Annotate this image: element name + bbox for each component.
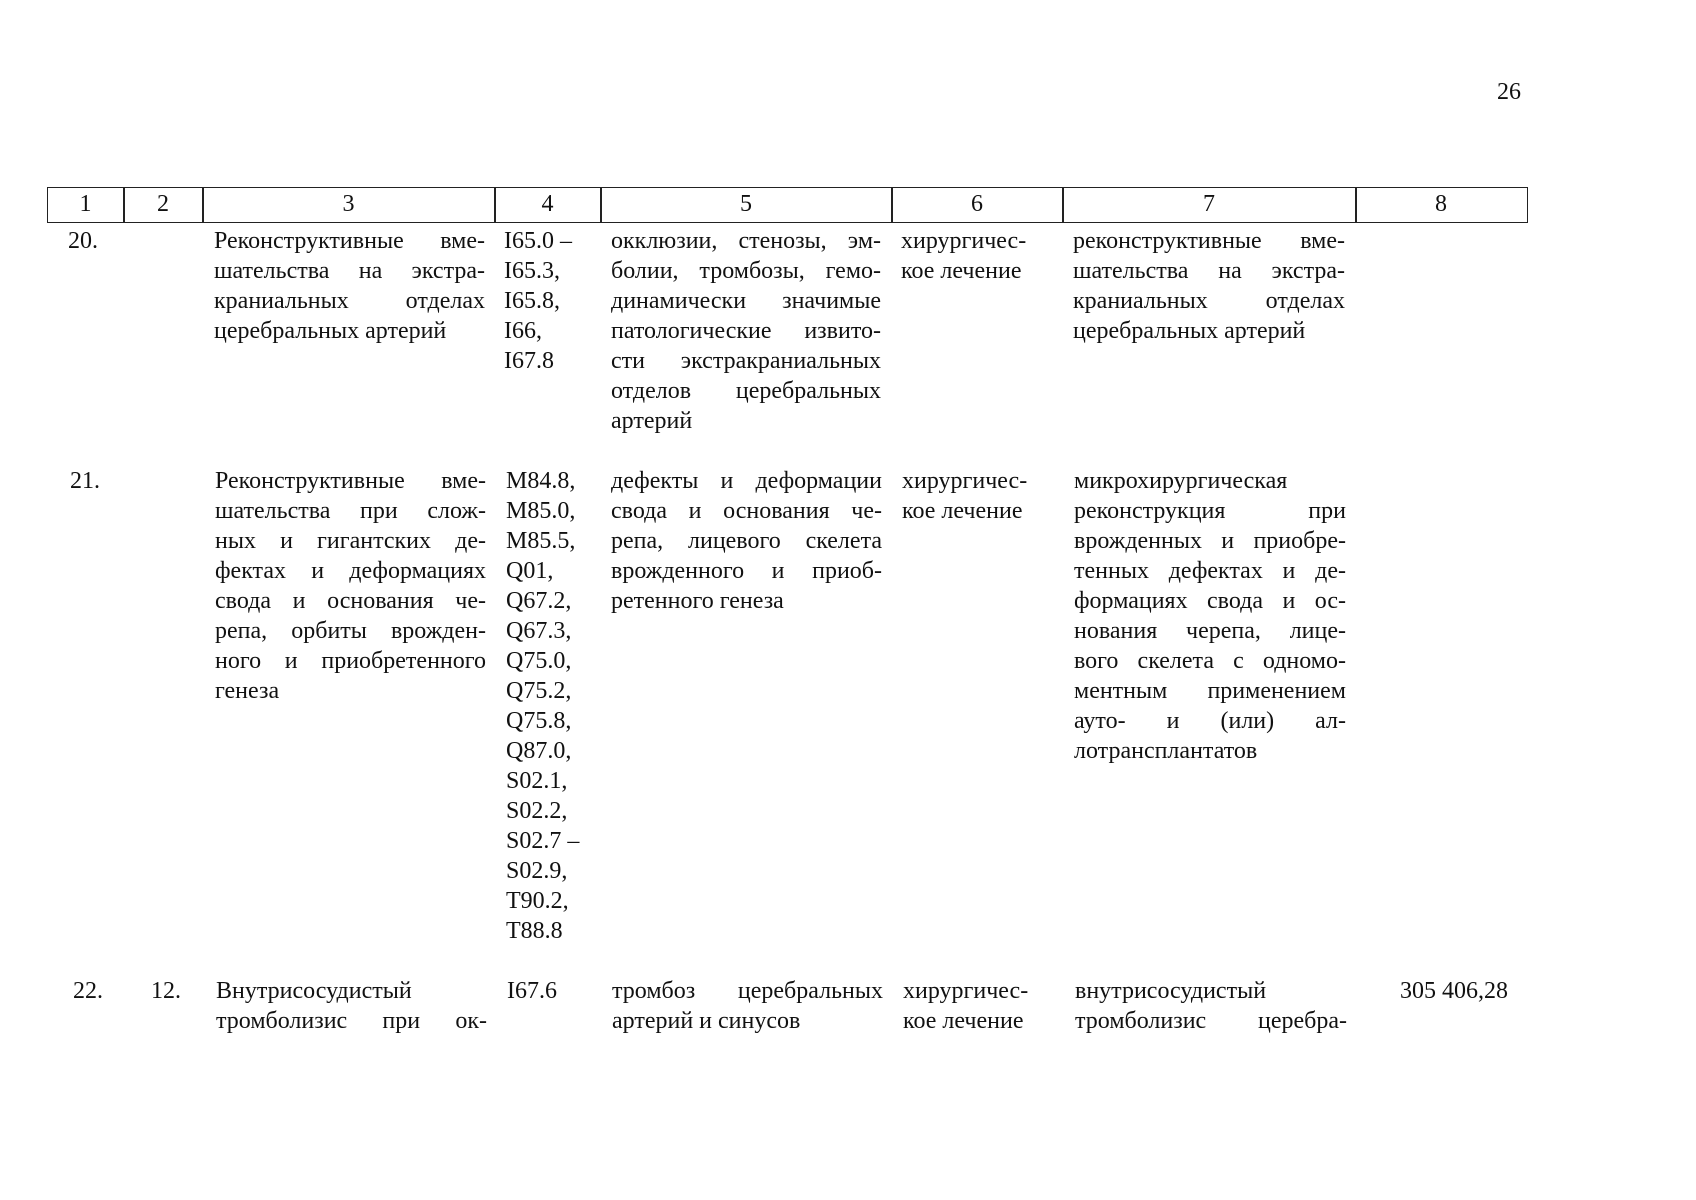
diagnosis [611, 226, 881, 436]
code-line: Q75.0, [506, 648, 572, 674]
code-line: S02.9, [506, 858, 568, 884]
text-line: Реконструктивные вме- [214, 228, 485, 254]
text-line: нования черепа, лице- [1074, 618, 1346, 644]
code-line: T90.2, [506, 888, 569, 914]
text-line: Внутрисосудистый [216, 978, 412, 1004]
code-line: M84.8, [506, 468, 576, 494]
text-line: тромболизис при ок- [216, 1008, 487, 1034]
row-number: 21. [70, 468, 100, 494]
text-line: хирургичес- [902, 468, 1028, 494]
text-line: врожденных и приобре- [1074, 528, 1346, 554]
row-number: 22. [73, 978, 103, 1004]
text-line: динамически значимые [611, 288, 881, 314]
header-cell-2: 2 [157, 191, 169, 217]
text-line: кое лечение [902, 498, 1023, 524]
diagnosis [611, 466, 882, 616]
header-cell-4: 4 [541, 191, 554, 217]
text-line: репа, лицевого скелета [611, 528, 882, 554]
code-line: I67.8 [504, 348, 554, 374]
intervention-name [214, 226, 485, 346]
code-line: I65.0 – [504, 228, 572, 254]
text-line: артерий и синусов [612, 1008, 801, 1034]
text-line: реконструкция при [1074, 498, 1346, 524]
text-line: ных и гигантских де- [215, 528, 486, 554]
text-line: ментным применением [1074, 678, 1346, 704]
text-line: внутрисосудистый [1075, 978, 1267, 1004]
text-line: дефекты и деформации [611, 468, 882, 494]
text-line: сти экстракраниальных [611, 348, 881, 374]
text-line: свода и основания че- [215, 588, 486, 614]
text-line: шательства на экстра- [214, 258, 485, 284]
code-line: I66, [504, 318, 542, 344]
treatment-method [1073, 226, 1345, 346]
treatment-method [1075, 976, 1347, 1036]
text-line: фектах и деформациях [215, 558, 486, 584]
text-line: краниальных отделах [1073, 288, 1345, 314]
header-cell-8: 8 [1435, 191, 1447, 217]
text-line: окклюзии, стенозы, эм- [611, 228, 881, 254]
code-line: S02.1, [506, 768, 568, 794]
code-line: S02.2, [506, 798, 568, 824]
text-line: кое лечение [903, 1008, 1024, 1034]
code-line: Q67.3, [506, 618, 572, 644]
code-line: Q75.2, [506, 678, 572, 704]
text-line: кое лечение [901, 258, 1022, 284]
code-line: Q67.2, [506, 588, 572, 614]
cost-value: 305 406,28 [1400, 978, 1508, 1004]
code-line: Q75.8, [506, 708, 572, 734]
treatment-type [903, 976, 1053, 1036]
intervention-name [216, 976, 487, 1036]
text-line: лотрансплантатов [1074, 738, 1258, 764]
diagnosis [612, 976, 883, 1036]
header-cell-3: 3 [342, 191, 355, 217]
text-line: Реконструктивные вме- [215, 468, 486, 494]
text-line: шательства при слож- [215, 498, 486, 524]
text-line: тенных дефектах и де- [1074, 558, 1346, 584]
treatment-method [1074, 466, 1346, 766]
header-cell-7: 7 [1203, 191, 1215, 217]
text-line: свода и основания че- [611, 498, 882, 524]
icd-codes [506, 466, 601, 946]
text-line: врожденного и приоб- [611, 558, 882, 584]
text-line: микрохирургическая [1074, 468, 1288, 494]
text-line: отделов церебральных [611, 378, 881, 404]
text-line: репа, орбиты врожден- [215, 618, 486, 644]
text-line: патологические извито- [611, 318, 881, 344]
text-line: краниальных отделах [214, 288, 485, 314]
treatment-type [902, 466, 1052, 526]
text-line: шательства на экстра- [1073, 258, 1345, 284]
text-line: болии, тромбозы, гемо- [611, 258, 881, 284]
code-line: I67.6 [507, 978, 557, 1004]
text-line: хирургичес- [901, 228, 1027, 254]
text-line: церебральных артерий [214, 318, 447, 344]
code-line: M85.0, [506, 498, 576, 524]
code-line: S02.7 – [506, 828, 580, 854]
header-cell-6: 6 [971, 191, 983, 217]
text-line: артерий [611, 408, 693, 434]
text-line: тромболизис церебра- [1075, 1008, 1347, 1034]
icd-codes [507, 976, 602, 1006]
table-header-row [47, 187, 1528, 223]
header-cell-5: 5 [740, 191, 752, 217]
code-line: I65.3, [504, 258, 560, 284]
page-number: 26 [1497, 79, 1521, 105]
text-line: генеза [215, 678, 280, 704]
text-line: реконструктивные вме- [1073, 228, 1345, 254]
text-line: формациях свода и ос- [1074, 588, 1346, 614]
code-line: Q01, [506, 558, 554, 584]
code-line: T88.8 [506, 918, 563, 944]
code-line: Q87.0, [506, 738, 572, 764]
group-number: 12. [151, 978, 181, 1004]
text-line: ауто- и (или) ал- [1074, 708, 1346, 734]
treatment-type [901, 226, 1051, 286]
text-line: вого скелета с одномо- [1074, 648, 1346, 674]
row-number: 20. [68, 228, 98, 254]
header-cell-1: 1 [79, 191, 92, 217]
text-line: церебральных артерий [1073, 318, 1306, 344]
code-line: I65.8, [504, 288, 560, 314]
intervention-name [215, 466, 486, 706]
icd-codes [504, 226, 599, 376]
text-line: хирургичес- [903, 978, 1029, 1004]
text-line: тромбоз церебральных [612, 978, 883, 1004]
code-line: M85.5, [506, 528, 576, 554]
text-line: ного и приобретенного [215, 648, 486, 674]
text-line: ретенного генеза [611, 588, 784, 614]
